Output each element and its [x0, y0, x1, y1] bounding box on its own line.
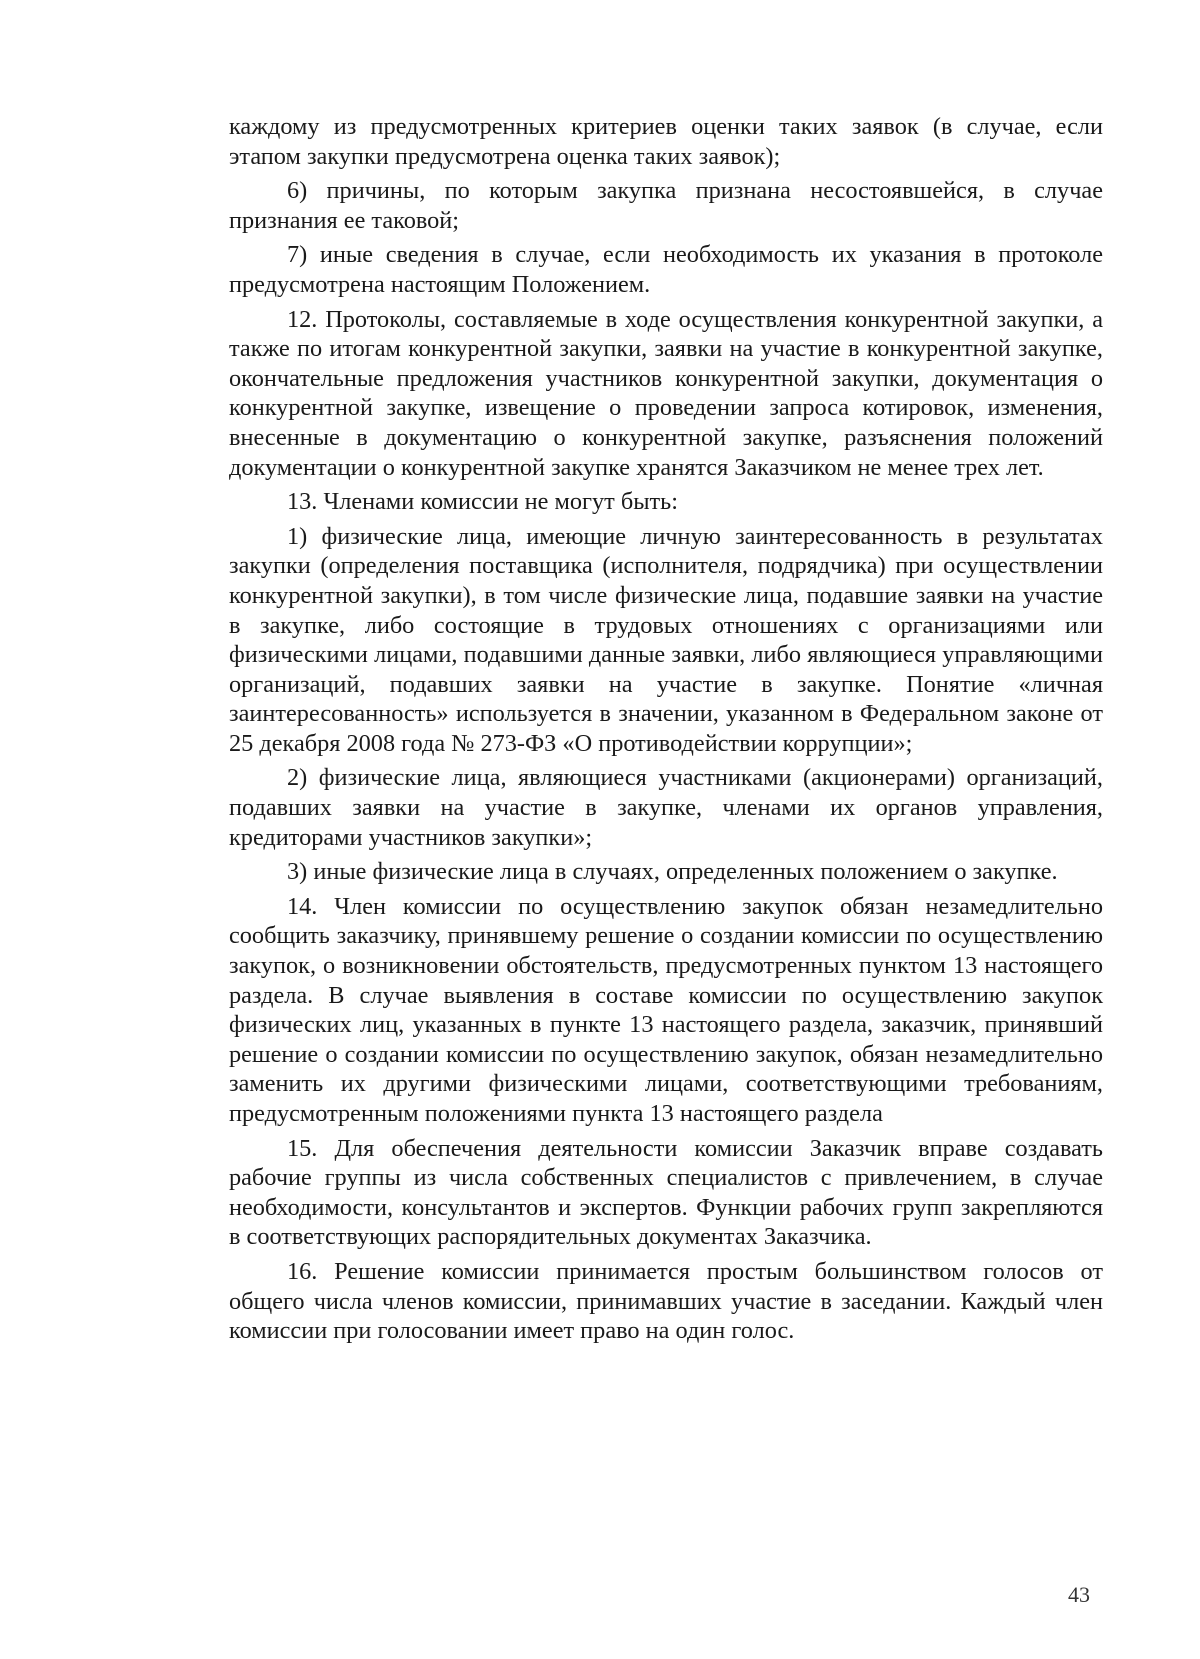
paragraph-section-12: 12. Протоколы, составляемые в ходе осуществления конкурентной закупки, а также по итогам конкурентной закупки, заявки на участие в конкурентной закупке, окончательные предложения участников конкурентной закупки, документация о конкурентной закупке, извещение о проведении запроса котировок, изменения, внесенные в документацию о конкурентной закупке, разъяснения положений документации о конкурентной закупке хранятся Заказчиком не менее трех лет. [229, 305, 1103, 481]
paragraph-section-15: 15. Для обеспечения деятельности комиссии Заказчик вправе создавать рабочие группы из числа собственных специалистов с привлечением, в случае необходимости, консультантов и экспертов. Функции рабочих групп закрепляются в соответствующих распорядительных документах Заказчика. [229, 1134, 1103, 1251]
document-page [229, 112, 1103, 1572]
paragraph-section-13: 13. Членами комиссии не могут быть: [287, 488, 678, 516]
paragraph-section-16: 16. Решение комиссии принимается простым большинством голосов от общего числа членов комиссии, принимавших участие в заседании. Каждый член комиссии при голосовании имеет право на один голос. [229, 1257, 1103, 1345]
page-number: 43 [1068, 1582, 1090, 1607]
paragraph-section-13-item-2: 2) физические лица, являющиеся участниками (акционерами) организаций, подавших заявки на участие в закупке, членами их органов управления, кредиторами участников закупки»; [229, 764, 1103, 851]
paragraph-section-13-item-3: 3) иные физические лица в случаях, определенных положением о закупке. [287, 858, 1058, 886]
paragraph-continuation: каждому из предусмотренных критериев оценки таких заявок (в случае, если этапом закупки предусмотрена оценка таких заявок); [229, 113, 1103, 170]
paragraph-section-13-item-1: 1) физические лица, имеющие личную заинтересованность в результатах закупки (определения поставщика (исполнителя, подрядчика) при осуществлении конкурентной закупки), в том числе физические лица, подавшие заявки на участие в закупке, либо состоящие в трудовых отношениях с организациями или физическими лицами, подавшими данные заявки, либо являющиеся управляющими организаций, подавших заявки на участие в закупке. Понятие «личная заинтересованность» используется в значении, указанном в Федеральном законе от 25 декабря 2008 года № 273-ФЗ «О противодействии коррупции»; [229, 522, 1103, 757]
paragraph-section-14: 14. Член комиссии по осуществлению закупок обязан незамедлительно сообщить заказчику, принявшему решение о создании комиссии по осуществлению закупок, о возникновении обстоятельств, предусмотренных пунктом 13 настоящего раздела. В случае выявления в составе комиссии по осуществлению закупок физических лиц, указанных в пункте 13 настоящего раздела, заказчик, принявший решение о создании комиссии по осуществлению закупок, обязан незамедлительно заменить их другими физическими лицами, соответствующими требованиям, предусмотренным положениями пункта 13 настоящего раздела [229, 892, 1103, 1127]
paragraph-item-6: 6) причины, по которым закупка признана несостоявшейся, в случае признания ее таковой; [229, 177, 1103, 234]
paragraph-item-7: 7) иные сведения в случае, если необходимость их указания в протоколе предусмотрена настоящим Положением. [229, 241, 1103, 298]
